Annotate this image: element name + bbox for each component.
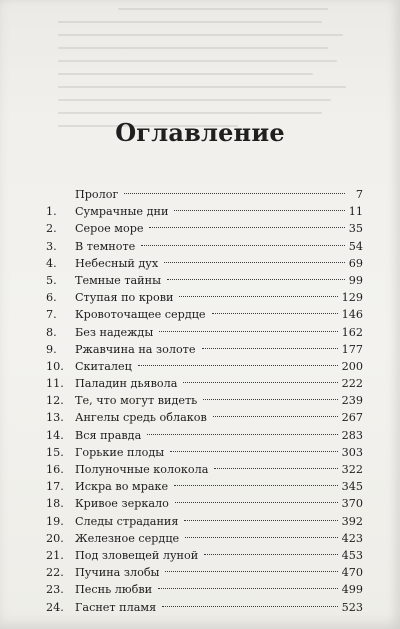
toc-entry-title: Полуночные колокола: [75, 463, 209, 476]
show-through-text: [58, 8, 358, 198]
toc-entry-title: Ангелы средь облаков: [75, 411, 207, 425]
toc-entry-title: Гаснет пламя: [75, 600, 157, 614]
chapter-number: 6.: [46, 291, 57, 305]
dot-leader: [203, 399, 337, 400]
toc-entry-page: 69: [348, 256, 363, 270]
chapter-number: 5.: [46, 273, 57, 287]
toc-entry: [0, 427, 400, 444]
toc-entry-page: 200: [341, 359, 363, 373]
dot-leader: [214, 468, 337, 469]
toc-entry: [0, 495, 400, 512]
toc-entry: [0, 272, 400, 289]
toc-entry: [0, 564, 400, 581]
toc-entry: [0, 324, 400, 341]
toc-entry-title: Паладин дьявола: [75, 377, 178, 391]
toc-entry-page: 239: [341, 394, 363, 408]
toc-entry-page: 99: [348, 273, 363, 287]
dot-leader: [159, 331, 337, 332]
toc-entry-title: Темные тайны: [75, 273, 161, 287]
toc-entry: [0, 358, 400, 375]
toc-entry: [0, 306, 400, 323]
dot-leader: [170, 451, 338, 452]
toc-entry-page: 370: [341, 497, 363, 511]
dot-leader: [202, 348, 338, 349]
dot-leader: [204, 554, 337, 555]
dot-leader: [183, 382, 337, 383]
toc-entry-title: Те, что могут видеть: [75, 394, 198, 408]
toc-entry: [0, 444, 400, 461]
toc-entry-page: 11: [348, 205, 363, 219]
toc-entry: [0, 599, 400, 616]
toc-entry-prologue: [0, 186, 400, 203]
chapter-number: 12.: [46, 394, 64, 408]
dot-leader: [213, 416, 338, 417]
toc-entry-title: Пролог: [75, 188, 119, 201]
toc-entry-page: 470: [341, 566, 363, 580]
chapter-number: 9.: [46, 342, 57, 356]
toc-entry-page: 322: [341, 463, 363, 476]
chapter-number: 13.: [46, 411, 64, 425]
toc-entry-title: Железное сердце: [75, 531, 180, 545]
toc-entry-title: Под зловещей луной: [75, 548, 199, 562]
table-of-contents: [0, 186, 400, 616]
toc-entry-title: Сумрачные дни: [75, 205, 169, 219]
toc-entry-page: 54: [348, 239, 363, 253]
toc-entry-title: Ступая по крови: [75, 291, 174, 305]
toc-entry: [0, 238, 400, 255]
toc-entry: [0, 220, 400, 237]
chapter-number: 1.: [46, 205, 57, 219]
dot-leader: [138, 365, 338, 366]
toc-entry-page: 523: [341, 600, 363, 614]
toc-entry: [0, 289, 400, 306]
toc-entry-title: Искра во мраке: [75, 480, 169, 494]
chapter-number: 11.: [46, 377, 64, 391]
chapter-number: 16.: [46, 463, 64, 476]
toc-entry: [0, 375, 400, 392]
dot-leader: [185, 537, 338, 538]
dot-leader: [212, 313, 338, 314]
chapter-number: 4.: [46, 256, 57, 270]
chapter-number: 14.: [46, 428, 64, 442]
chapter-number: 24.: [46, 600, 64, 614]
dot-leader: [164, 262, 345, 263]
dot-leader: [179, 296, 337, 297]
dot-leader: [124, 193, 345, 194]
toc-entry: [0, 478, 400, 495]
dot-leader: [174, 210, 344, 211]
toc-entry-title: Кривое зеркало: [75, 497, 169, 511]
chapter-number: 15.: [46, 445, 64, 459]
chapter-number: 23.: [46, 583, 64, 597]
toc-entry-title: Пучина злобы: [75, 566, 160, 580]
dot-leader: [167, 279, 345, 280]
dot-leader: [174, 485, 338, 486]
chapter-number: 20.: [46, 531, 64, 545]
dot-leader: [162, 606, 337, 607]
dot-leader: [149, 227, 344, 228]
chapter-number: 21.: [46, 548, 64, 562]
toc-entry: [0, 513, 400, 530]
toc-entry-page: 146: [341, 308, 363, 322]
toc-entry: [0, 409, 400, 426]
toc-entry-page: 283: [341, 428, 363, 442]
toc-entry-page: 177: [341, 342, 363, 356]
toc-entry-title: Вся правда: [75, 428, 142, 442]
chapter-number: 22.: [46, 566, 64, 580]
toc-entry: [0, 203, 400, 220]
toc-entry-title: Скиталец: [75, 359, 132, 373]
toc-entry-title: Ржавчина на золоте: [75, 342, 196, 356]
toc-entry-page: 499: [341, 583, 363, 597]
toc-entry: [0, 392, 400, 409]
toc-entry-title: Серое море: [75, 222, 144, 236]
toc-entry: [0, 530, 400, 547]
toc-entry-title: Следы страдания: [75, 514, 179, 528]
toc-entry-title: Кровоточащее сердце: [75, 308, 206, 322]
dot-leader: [158, 588, 338, 589]
toc-entry-page: 7: [355, 188, 363, 201]
toc-entry-page: 423: [341, 531, 363, 545]
toc-entry-page: 35: [348, 222, 363, 236]
toc-entry-page: 162: [341, 325, 363, 339]
toc-entry-title: В темноте: [75, 239, 136, 253]
page-title: Оглавление: [115, 118, 285, 147]
toc-entry-page: 453: [341, 548, 363, 562]
dot-leader: [141, 245, 344, 246]
toc-entry-page: 129: [341, 291, 363, 305]
chapter-number: 7.: [46, 308, 57, 322]
toc-entry-title: Небесный дух: [75, 256, 159, 270]
toc-entry: [0, 547, 400, 564]
dot-leader: [175, 502, 338, 503]
toc-entry-page: 392: [341, 514, 363, 528]
dot-leader: [184, 520, 337, 521]
chapter-number: 8.: [46, 325, 57, 339]
chapter-number: 19.: [46, 514, 64, 528]
toc-entry-title: Песнь любви: [75, 583, 153, 597]
toc-entry-page: 345: [341, 480, 363, 494]
toc-entry-title: Горькие плоды: [75, 445, 165, 459]
chapter-number: 2.: [46, 222, 57, 236]
chapter-number: 10.: [46, 359, 64, 373]
toc-entry: [0, 581, 400, 598]
toc-entry-page: 222: [341, 377, 363, 391]
toc-entry-title: Без надежды: [75, 325, 154, 339]
toc-entry-page: 303: [341, 445, 363, 459]
dot-leader: [147, 434, 337, 435]
dot-leader: [165, 571, 337, 572]
toc-entry: [0, 341, 400, 358]
chapter-number: 17.: [46, 480, 64, 494]
toc-entry: [0, 461, 400, 478]
chapter-number: 18.: [46, 497, 64, 511]
toc-entry: [0, 255, 400, 272]
chapter-number: 3.: [46, 239, 57, 253]
toc-entry-page: 267: [341, 411, 363, 425]
